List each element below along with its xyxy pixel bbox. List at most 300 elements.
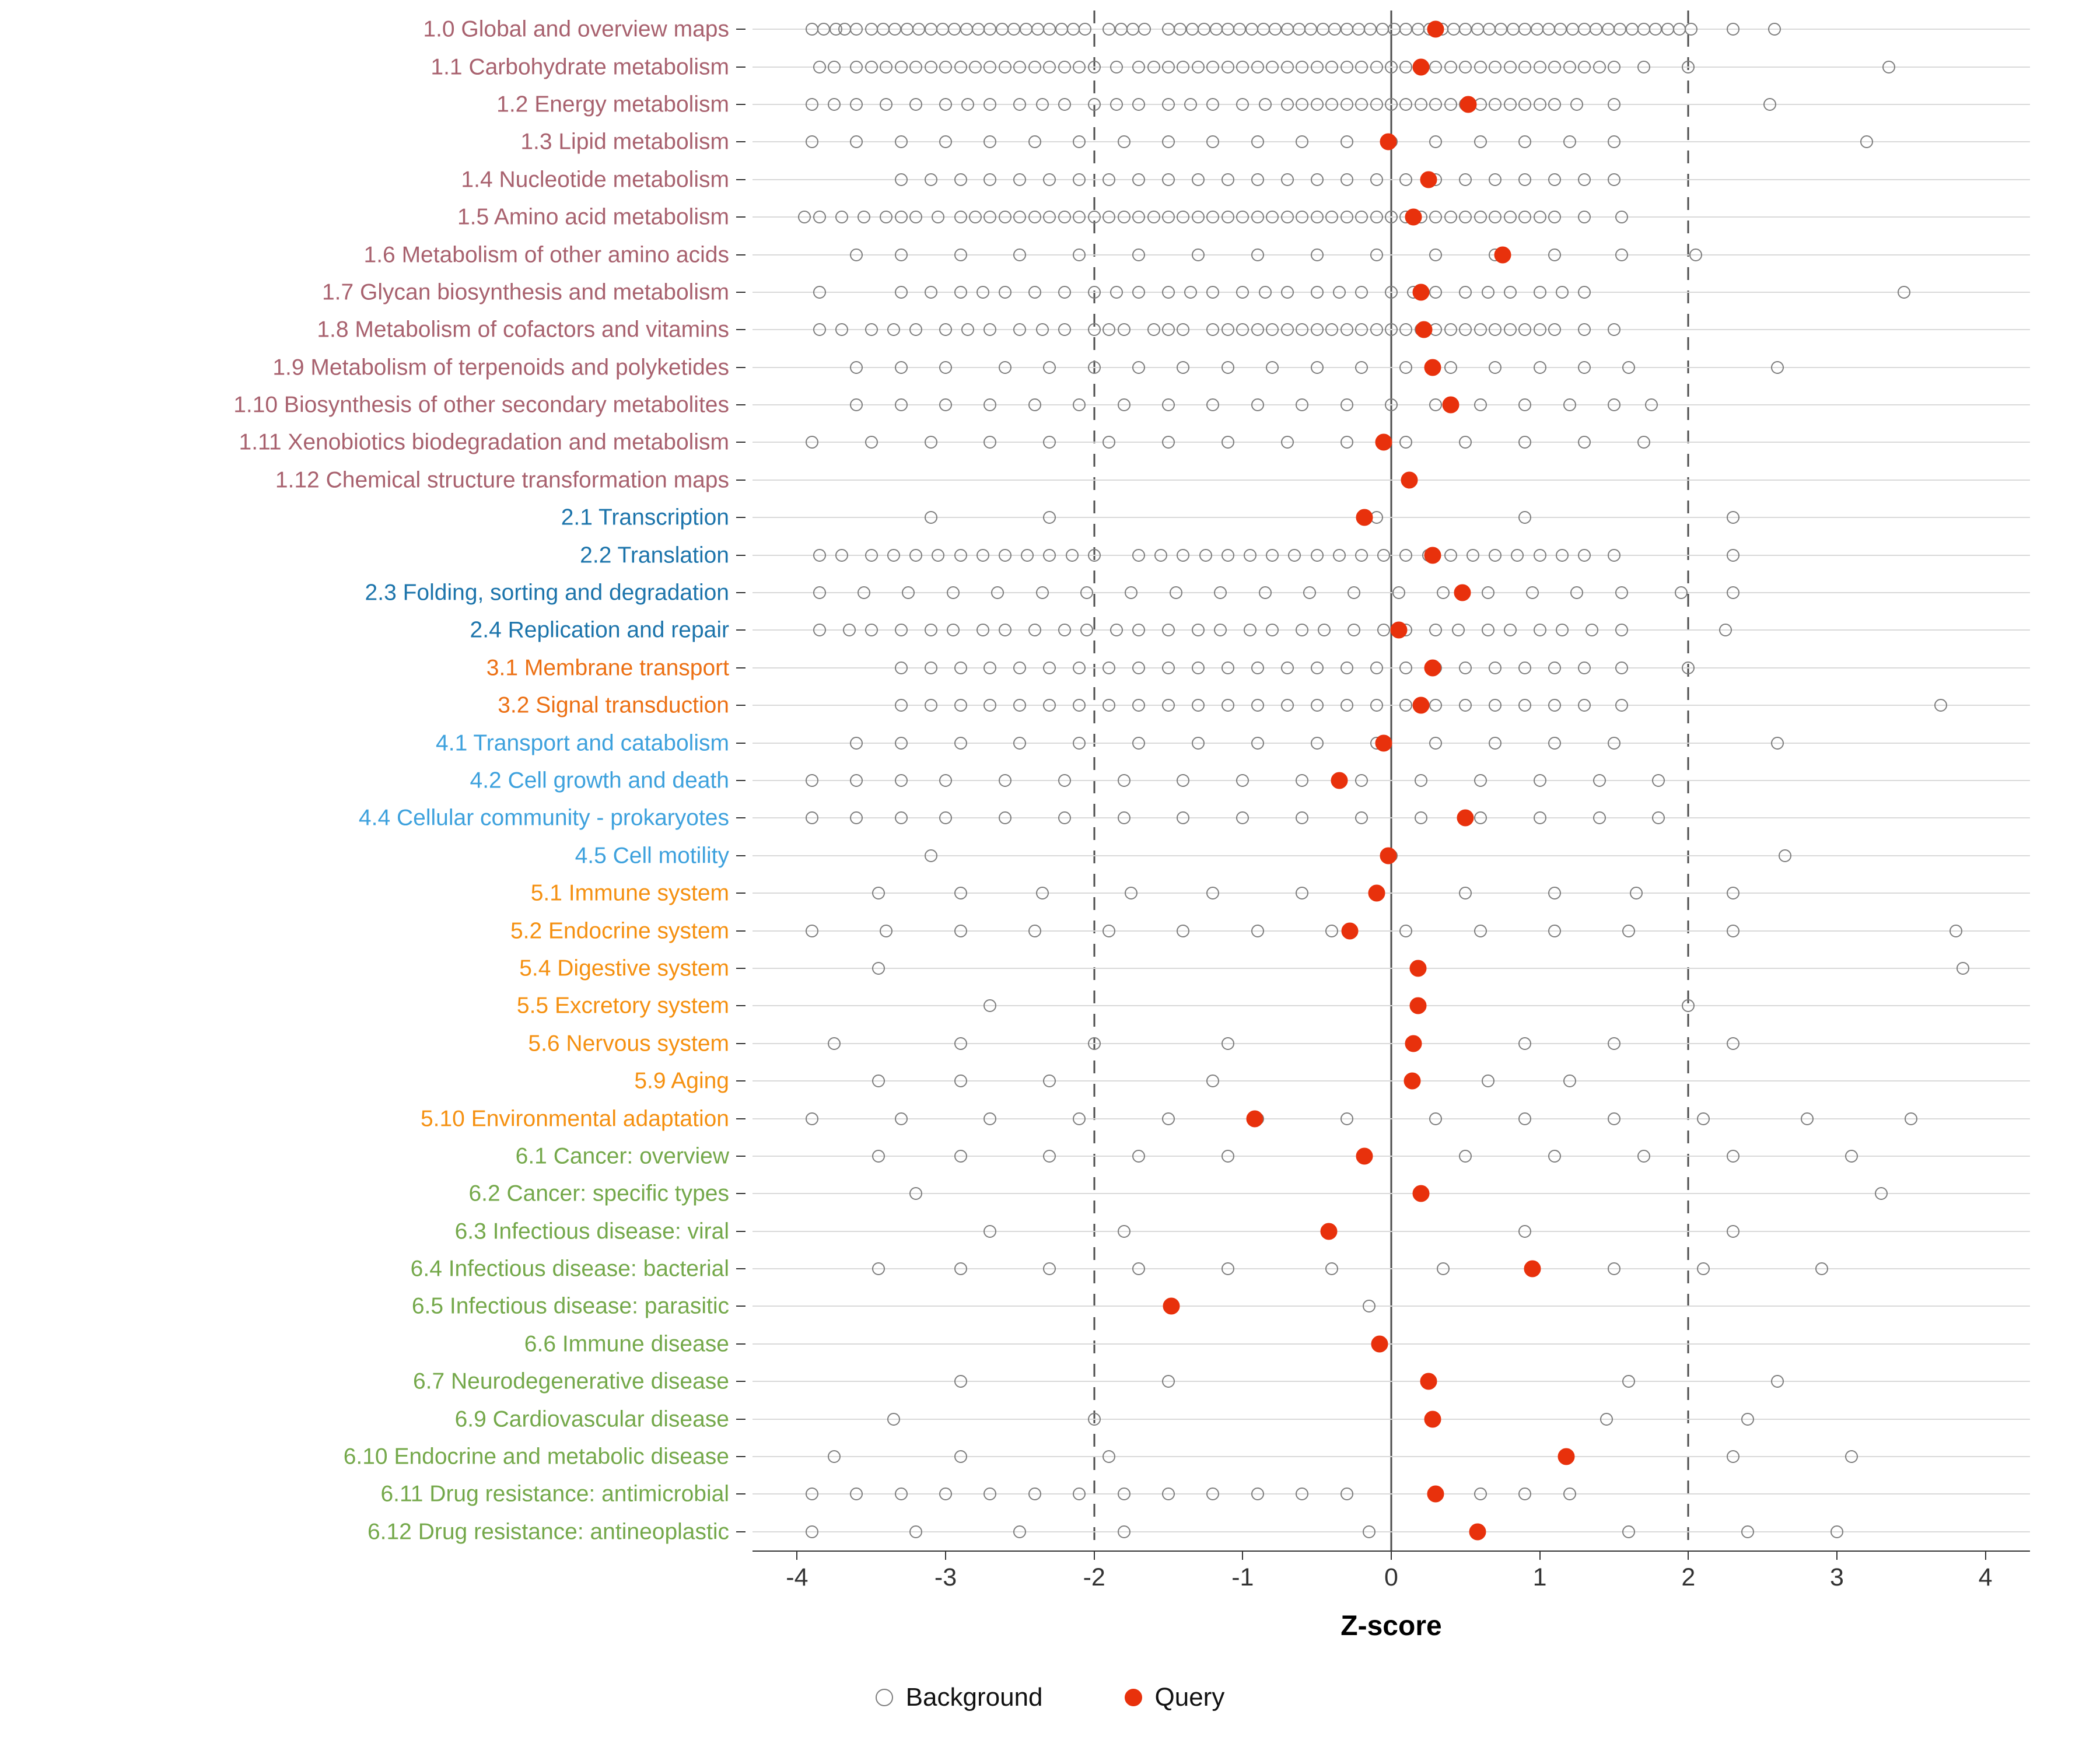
- background-point: [1043, 361, 1056, 374]
- background-point: [1548, 1150, 1561, 1163]
- y-axis-tick: [736, 855, 746, 856]
- background-point: [925, 23, 937, 36]
- background-point: [887, 1413, 900, 1426]
- background-point: [954, 286, 967, 299]
- background-point: [925, 662, 937, 674]
- background-point: [1118, 1525, 1130, 1538]
- background-point: [1088, 61, 1101, 74]
- background-point: [850, 737, 863, 750]
- background-point: [880, 61, 892, 74]
- query-point: [1558, 1448, 1575, 1465]
- y-axis-tick: [736, 216, 746, 218]
- y-axis-tick: [736, 1419, 746, 1420]
- background-point: [1192, 249, 1205, 261]
- background-point: [1177, 211, 1189, 223]
- background-point: [961, 98, 974, 111]
- legend-item-background: [876, 1683, 1043, 1712]
- background-point: [1578, 323, 1591, 336]
- background-point: [1727, 23, 1740, 36]
- background-point: [1028, 398, 1041, 411]
- background-point: [1028, 61, 1041, 74]
- background-point: [1132, 1262, 1145, 1275]
- background-point: [1556, 624, 1569, 636]
- background-point: [1266, 361, 1279, 374]
- background-point: [1444, 98, 1457, 111]
- background-point: [813, 624, 826, 636]
- background-point: [1296, 624, 1308, 636]
- background-point: [1626, 23, 1639, 36]
- background-point: [895, 249, 908, 261]
- background-point: [1399, 173, 1412, 186]
- background-point: [1608, 737, 1620, 750]
- background-point: [850, 774, 863, 787]
- background-point: [1073, 662, 1086, 674]
- background-point: [1489, 98, 1502, 111]
- background-point: [1325, 925, 1338, 937]
- background-point: [1325, 98, 1338, 111]
- background-point: [1251, 61, 1264, 74]
- background-point: [1043, 662, 1056, 674]
- y-axis-label: 1.3 Lipid metabolism: [520, 129, 729, 155]
- background-point: [1377, 549, 1390, 562]
- background-point: [1556, 286, 1569, 299]
- background-point: [984, 699, 996, 712]
- background-point: [1882, 61, 1895, 74]
- background-point: [1162, 1375, 1175, 1388]
- background-point: [1325, 1262, 1338, 1275]
- background-point: [1399, 925, 1412, 937]
- background-point: [1566, 23, 1579, 36]
- y-axis-label: 3.1 Membrane transport: [486, 655, 729, 681]
- query-point: [1376, 734, 1392, 751]
- background-point: [806, 1488, 818, 1500]
- background-point: [1534, 811, 1546, 824]
- background-point: [1489, 211, 1502, 223]
- y-axis-tick: [736, 1156, 746, 1157]
- background-point: [1311, 323, 1324, 336]
- background-point: [1251, 925, 1264, 937]
- background-point: [1110, 98, 1123, 111]
- background-point: [1311, 699, 1324, 712]
- background-point: [1132, 1150, 1145, 1163]
- background-point: [850, 1488, 863, 1500]
- background-point: [1727, 549, 1740, 562]
- x-axis-tick: [1688, 1550, 1689, 1560]
- background-point: [1043, 211, 1056, 223]
- background-point: [1296, 1488, 1308, 1500]
- y-axis-label: 1.2 Energy metabolism: [496, 92, 729, 117]
- y-axis-label: 6.6 Immune disease: [524, 1331, 729, 1357]
- background-point: [1474, 925, 1487, 937]
- background-point: [1162, 135, 1175, 148]
- background-point: [1608, 323, 1620, 336]
- background-point: [1578, 699, 1591, 712]
- background-point: [835, 323, 848, 336]
- background-point: [1281, 23, 1294, 36]
- background-point: [1615, 624, 1628, 636]
- background-point: [1311, 173, 1324, 186]
- background-point: [1340, 436, 1353, 449]
- query-point: [1469, 1523, 1486, 1540]
- background-point: [1102, 436, 1115, 449]
- y-axis-label: 6.10 Endocrine and metabolic disease: [343, 1444, 729, 1469]
- background-point: [1578, 211, 1591, 223]
- background-point: [954, 699, 967, 712]
- background-point: [1437, 586, 1450, 599]
- y-axis-label: 1.6 Metabolism of other amino acids: [363, 242, 729, 268]
- background-point: [1578, 436, 1591, 449]
- row-guide-line: [752, 517, 2030, 518]
- background-point: [1214, 624, 1227, 636]
- background-point: [1303, 586, 1316, 599]
- background-point: [813, 211, 826, 223]
- y-axis-tick: [736, 817, 746, 818]
- background-point: [1296, 398, 1308, 411]
- background-point: [954, 887, 967, 900]
- background-point: [1088, 323, 1101, 336]
- background-point: [813, 586, 826, 599]
- background-point: [1311, 549, 1324, 562]
- background-point: [1102, 699, 1115, 712]
- y-axis-label: 6.5 Infectious disease: parasitic: [411, 1293, 729, 1319]
- background-point: [1296, 135, 1308, 148]
- background-point: [1251, 135, 1264, 148]
- background-point: [1548, 61, 1561, 74]
- background-point: [1088, 1037, 1101, 1050]
- x-axis-tick-label: -3: [934, 1563, 957, 1591]
- background-point: [977, 624, 989, 636]
- background-point: [1036, 98, 1049, 111]
- background-point: [1578, 662, 1591, 674]
- background-point: [1043, 1074, 1056, 1087]
- background-point: [1118, 1225, 1130, 1238]
- background-point: [1206, 211, 1219, 223]
- y-axis-label: 4.5 Cell motility: [575, 843, 729, 869]
- background-point: [1073, 211, 1086, 223]
- background-point: [1563, 61, 1576, 74]
- background-point: [1355, 98, 1368, 111]
- background-point: [1251, 249, 1264, 261]
- background-point: [1192, 699, 1205, 712]
- background-point: [1563, 1074, 1576, 1087]
- background-point: [1296, 211, 1308, 223]
- background-point: [1727, 1225, 1740, 1238]
- background-point: [1266, 211, 1279, 223]
- background-point: [850, 361, 863, 374]
- background-point: [1554, 23, 1567, 36]
- background-point: [1459, 436, 1472, 449]
- background-point: [977, 549, 989, 562]
- background-point: [954, 1375, 967, 1388]
- y-axis-tick: [736, 1118, 746, 1119]
- background-point: [1348, 624, 1360, 636]
- background-point: [1080, 624, 1093, 636]
- y-axis-tick: [736, 404, 746, 405]
- background-point: [1036, 586, 1049, 599]
- background-point: [1222, 23, 1234, 36]
- background-point: [939, 398, 952, 411]
- background-point: [1518, 1037, 1531, 1050]
- background-point: [996, 23, 1009, 36]
- background-point: [1110, 286, 1123, 299]
- background-point: [1110, 624, 1123, 636]
- background-point: [1066, 549, 1079, 562]
- background-point: [835, 211, 848, 223]
- background-point: [1162, 624, 1175, 636]
- y-axis-tick: [736, 517, 746, 518]
- background-point: [1608, 1037, 1620, 1050]
- background-point: [1548, 699, 1561, 712]
- background-point: [1437, 1262, 1450, 1275]
- background-point: [1073, 737, 1086, 750]
- background-point: [1325, 211, 1338, 223]
- background-point: [1385, 398, 1398, 411]
- background-point: [984, 98, 996, 111]
- y-axis-label: 2.1 Transcription: [561, 505, 729, 530]
- background-point: [1251, 1488, 1264, 1500]
- background-point: [1281, 436, 1294, 449]
- background-point: [1206, 1074, 1219, 1087]
- x-axis-tick: [1094, 1550, 1095, 1560]
- background-point: [999, 774, 1012, 787]
- background-point: [939, 361, 952, 374]
- background-point: [1088, 549, 1101, 562]
- background-point: [806, 23, 818, 36]
- background-point: [1474, 61, 1487, 74]
- background-point: [1311, 286, 1324, 299]
- background-point: [1333, 286, 1346, 299]
- background-point: [877, 23, 890, 36]
- y-axis-label: 5.2 Endocrine system: [510, 918, 729, 944]
- row-guide-line: [752, 1005, 2030, 1006]
- background-point: [1355, 549, 1368, 562]
- background-point: [1073, 1112, 1086, 1125]
- background-point: [1311, 737, 1324, 750]
- row-guide-line: [752, 254, 2030, 256]
- background-point: [984, 211, 996, 223]
- background-point: [1363, 1525, 1376, 1538]
- background-point: [1614, 23, 1626, 36]
- row-guide-line: [752, 1268, 2030, 1269]
- background-point: [1043, 1150, 1056, 1163]
- background-point: [984, 436, 996, 449]
- background-point: [1689, 249, 1702, 261]
- background-point: [1474, 211, 1487, 223]
- background-point: [1534, 549, 1546, 562]
- background-point: [1504, 98, 1517, 111]
- y-axis-label: 6.11 Drug resistance: antimicrobial: [380, 1481, 729, 1507]
- background-point: [850, 811, 863, 824]
- row-guide-line: [752, 1419, 2030, 1420]
- y-axis-tick: [736, 1231, 746, 1232]
- y-axis-label: 6.12 Drug resistance: antineoplastic: [367, 1519, 729, 1545]
- query-point: [1405, 209, 1422, 226]
- background-point: [1147, 323, 1160, 336]
- background-point: [984, 61, 996, 74]
- background-point: [984, 23, 996, 36]
- background-point: [1399, 23, 1412, 36]
- background-point: [954, 61, 967, 74]
- background-point: [1296, 774, 1308, 787]
- background-point: [1518, 23, 1531, 36]
- background-point: [1304, 23, 1317, 36]
- background-point: [806, 925, 818, 937]
- background-point: [1080, 586, 1093, 599]
- background-point: [1622, 1375, 1635, 1388]
- background-point: [850, 98, 863, 111]
- background-point: [895, 774, 908, 787]
- background-point: [1340, 23, 1353, 36]
- row-guide-line: [752, 968, 2030, 969]
- background-point: [1548, 249, 1561, 261]
- background-point: [895, 811, 908, 824]
- background-point: [984, 323, 996, 336]
- background-point: [909, 1525, 922, 1538]
- background-point: [1429, 624, 1442, 636]
- background-point: [1269, 23, 1282, 36]
- background-point: [909, 1187, 922, 1200]
- background-point: [1340, 211, 1353, 223]
- background-point: [1118, 135, 1130, 148]
- background-point: [1682, 662, 1695, 674]
- background-point: [872, 1262, 885, 1275]
- y-axis-label: 6.7 Neurodegenerative disease: [412, 1368, 729, 1394]
- background-point: [1444, 211, 1457, 223]
- background-point: [1652, 774, 1665, 787]
- y-axis-tick: [736, 29, 746, 30]
- x-axis-tick: [1391, 1550, 1392, 1560]
- background-point: [1013, 737, 1026, 750]
- y-axis-tick: [736, 1043, 746, 1044]
- background-point: [1727, 1150, 1740, 1163]
- background-point: [1685, 23, 1698, 36]
- y-axis-tick: [736, 705, 746, 706]
- background-point: [1222, 323, 1234, 336]
- background-point: [984, 999, 996, 1012]
- background-point: [1370, 699, 1383, 712]
- background-point: [1236, 286, 1249, 299]
- query-point: [1427, 21, 1444, 38]
- background-point: [1727, 887, 1740, 900]
- background-point: [1162, 23, 1175, 36]
- background-point: [887, 323, 900, 336]
- background-point: [1251, 173, 1264, 186]
- background-point: [901, 23, 914, 36]
- y-axis-label: 1.12 Chemical structure transformation maps: [275, 467, 729, 493]
- y-axis-tick: [736, 592, 746, 593]
- background-point: [1578, 61, 1591, 74]
- query-point: [1427, 1486, 1444, 1503]
- background-point: [1162, 98, 1175, 111]
- background-point: [902, 586, 915, 599]
- background-point: [1317, 23, 1329, 36]
- background-point: [880, 211, 892, 223]
- background-point: [1162, 211, 1175, 223]
- background-point: [1534, 323, 1546, 336]
- background-point: [1073, 249, 1086, 261]
- background-point: [1073, 61, 1086, 74]
- background-point: [865, 61, 878, 74]
- background-point: [954, 211, 967, 223]
- y-axis-label: 5.4 Digestive system: [519, 956, 729, 981]
- background-point: [1504, 211, 1517, 223]
- background-point: [835, 549, 848, 562]
- background-point: [1058, 624, 1071, 636]
- background-point: [813, 61, 826, 74]
- background-point: [1482, 586, 1494, 599]
- background-point: [1132, 662, 1145, 674]
- background-point: [1355, 323, 1368, 336]
- background-point: [1556, 549, 1569, 562]
- row-guide-line: [752, 1118, 2030, 1119]
- background-point: [1296, 61, 1308, 74]
- background-point: [895, 1488, 908, 1500]
- background-point: [1399, 361, 1412, 374]
- background-point: [1518, 436, 1531, 449]
- background-point: [1325, 61, 1338, 74]
- open-circle-icon: [876, 1689, 893, 1706]
- background-point: [1177, 361, 1189, 374]
- background-point: [912, 23, 925, 36]
- background-point: [1771, 361, 1784, 374]
- background-point: [1630, 887, 1643, 900]
- background-point: [1007, 23, 1020, 36]
- background-point: [1281, 662, 1294, 674]
- background-point: [1266, 61, 1279, 74]
- background-point: [1741, 1525, 1754, 1538]
- background-point: [1058, 811, 1071, 824]
- background-point: [1615, 586, 1628, 599]
- background-point: [909, 61, 922, 74]
- y-axis-tick: [736, 1493, 746, 1494]
- query-point: [1331, 772, 1348, 789]
- background-point: [1534, 286, 1546, 299]
- background-point: [1447, 23, 1460, 36]
- background-point: [1615, 699, 1628, 712]
- background-point: [1222, 662, 1234, 674]
- background-point: [1507, 23, 1520, 36]
- background-point: [1622, 361, 1635, 374]
- background-point: [1192, 173, 1205, 186]
- background-point: [1429, 398, 1442, 411]
- background-point: [1102, 211, 1115, 223]
- background-point: [1102, 323, 1115, 336]
- background-point: [1548, 737, 1561, 750]
- background-point: [1198, 23, 1210, 36]
- y-axis-tick: [736, 179, 746, 180]
- background-point: [865, 23, 878, 36]
- background-point: [947, 624, 960, 636]
- background-point: [1058, 211, 1071, 223]
- background-point: [1118, 1488, 1130, 1500]
- background-point: [1385, 98, 1398, 111]
- x-axis-tick-label: -4: [786, 1563, 808, 1591]
- background-point: [1028, 211, 1041, 223]
- x-axis-tick-label: 3: [1829, 1563, 1844, 1591]
- y-axis-labels: [0, 10, 746, 1550]
- background-point: [1281, 323, 1294, 336]
- background-point: [1950, 925, 1962, 937]
- background-point: [1013, 699, 1026, 712]
- background-point: [947, 586, 960, 599]
- background-point: [872, 1150, 885, 1163]
- background-point: [1518, 1112, 1531, 1125]
- query-point: [1401, 471, 1418, 488]
- background-point: [1147, 61, 1160, 74]
- background-point: [1518, 61, 1531, 74]
- background-point: [1399, 662, 1412, 674]
- background-point: [1608, 135, 1620, 148]
